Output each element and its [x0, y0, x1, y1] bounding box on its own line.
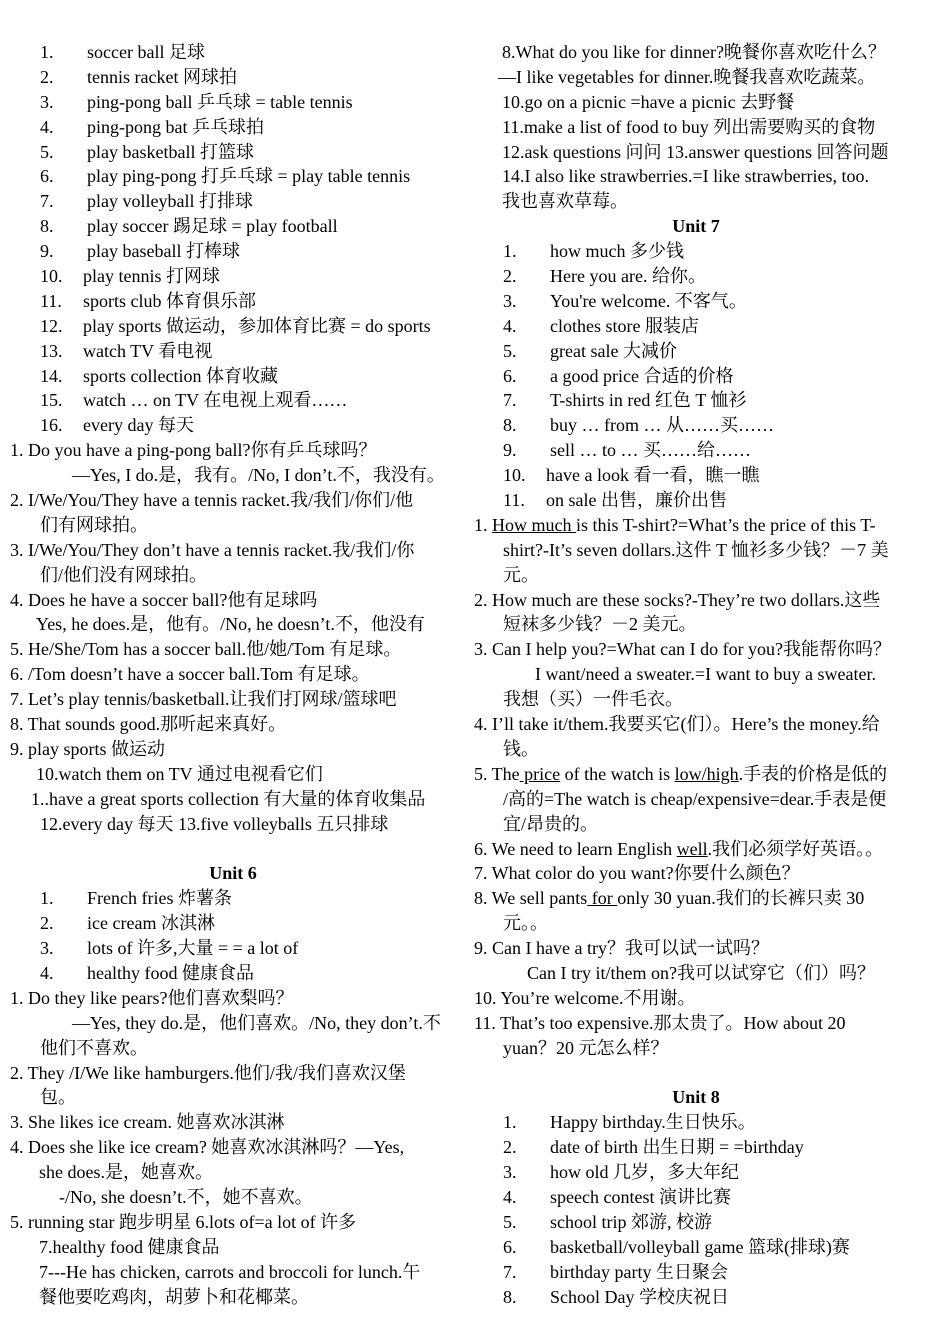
sentence-line: 8.What do you like for dinner?晚餐你喜欢吃什么？ [502, 42, 886, 62]
sentence-line: -/No, she doesn’t.不，她不喜欢。 [59, 1186, 313, 1207]
sentence-line: 3. She likes ice cream. 她喜欢冰淇淋 [10, 1112, 285, 1133]
vocab-item: 1. how much 多少钱 [503, 241, 684, 262]
vocab-item: 6. a good price 合适的价格 [503, 365, 734, 386]
sentence-line: 2. I/We/You/They have a tennis racket.我/我们/你们/他 [10, 490, 414, 511]
vocab-item: 10. play tennis 打网球 [40, 266, 220, 287]
sentence-line: 元。。 [503, 913, 548, 934]
right-column [474, 40, 918, 1309]
sentence-line: 7.healthy food 健康食品 [39, 1236, 220, 1257]
sentence-line: yuan？20 元怎么样？ [503, 1037, 669, 1058]
sentence-line: 我想（买）一件毛衣。 [503, 689, 683, 710]
sentence-line: 10.go on a picnic =have a picnic 去野餐 [502, 91, 795, 112]
vocab-item: 5. school trip 郊游, 校游 [503, 1211, 712, 1232]
sentence-line: 6. /Tom doesn’t have a soccer ball.Tom 有足球。 [10, 664, 370, 685]
vocab-item: 16. every day 每天 [40, 415, 194, 436]
underlined-phrase: price [519, 763, 561, 784]
vocab-item: 4. ping-pong bat 乒乓球拍 [40, 116, 264, 137]
vocab-item: 8. School Day 学校庆祝日 [503, 1286, 729, 1307]
vocab-item: 7. T-shirts in red 红色 T 恤衫 [503, 390, 747, 411]
sentence-line: 7---He has chicken, carrots and broccoli for lunch.午 [39, 1261, 421, 1282]
vocab-item: 2. Here you are. 给你。 [503, 266, 706, 287]
vocab-item: 5. play basketball 打篮球 [40, 141, 254, 162]
vocab-item: 11. on sale 出售，廉价出售 [503, 490, 727, 511]
underlined-phrase: well [676, 838, 708, 859]
vocab-item: 6. play ping-pong 打乒乓球 = play table tennis [40, 166, 411, 187]
vocab-item: 7. play volleyball 打排球 [40, 191, 253, 212]
vocab-item: 14. sports collection 体育收藏 [40, 365, 278, 386]
sentence-line: 8. We sell pants for only 30 yuan.我们的长裤只卖 30 [474, 888, 865, 909]
sentence-line: 7. What color do you want?你要什么颜色？ [474, 863, 800, 884]
vocab-item: 4. speech contest 演讲比赛 [503, 1186, 731, 1207]
sentence-line: 短袜多少钱？－2 美元。 [503, 614, 697, 635]
left-column [8, 40, 458, 1309]
underlined-phrase: low/high [674, 763, 739, 784]
vocab-item: 4. healthy food 健康食品 [40, 962, 254, 983]
vocab-item: 2. date of birth 出生日期 = =birthday [503, 1137, 804, 1158]
sentence-line: 钱。 [503, 738, 539, 759]
sentence-line: I want/need a sweater.=I want to buy a sweater. [535, 664, 877, 685]
sentence-line: 3. Can I help you?=What can I do for you?我能帮你吗？ [474, 639, 892, 660]
sentence-line: 1. Do you have a ping-pong ball?你有乒乓球吗？ [10, 440, 377, 461]
sentence-line: 9. play sports 做运动 [10, 738, 165, 759]
vocab-item: 8. buy … from … 从……买…… [503, 415, 774, 436]
vocab-item: 2. ice cream 冰淇淋 [40, 913, 215, 934]
sentence-line: —Yes, I do.是，我有。/No, I don’t.不，我没有。 [72, 465, 445, 486]
sentence-line: she does.是，她喜欢。 [39, 1162, 213, 1183]
vocab-item: 12. play sports 做运动，参加体育比赛 = do sports [40, 315, 431, 336]
sentence-line: 14.I also like strawberries.=I like strawberries, too. [502, 166, 870, 187]
vocab-item: 1. Happy birthday.生日快乐。 [503, 1112, 756, 1133]
sentence-line: 2. How much are these socks?-They’re two dollars.这些 [474, 589, 881, 610]
sentence-line: 1..have a great sports collection 有大量的体育收集品 [31, 788, 426, 809]
sentence-line: 包。 [40, 1087, 76, 1108]
sentence-line: 6. We need to learn English well.我们必须学好英语。。 [474, 838, 884, 859]
sentence-line: 9. Can I have a try？我可以试一试吗？ [474, 938, 769, 959]
sentence-line: 10.watch them on TV 通过电视看它们 [36, 763, 323, 784]
sentence-line: 我也喜欢草莓。 [502, 191, 628, 212]
sentence-line: 8. That sounds good.那听起来真好。 [10, 714, 287, 735]
underlined-phrase: How much [492, 514, 576, 535]
sentence-line: 7. Let’s play tennis/basketball.让我们打网球/篮球吧 [10, 689, 397, 710]
vocab-item: 4. clothes store 服装店 [503, 315, 699, 336]
unit7-heading: Unit 7 [672, 216, 720, 237]
sentence-line: shirt?-It’s seven dollars.这件 T 恤衫多少钱？－7 美 [503, 539, 889, 560]
sentence-line: 5. running star 跑步明星 6.lots of=a lot of 许多 [10, 1211, 357, 1232]
sentence-line: —Yes, they do.是，他们喜欢。/No, they don’t.不 [72, 1012, 441, 1033]
vocab-item: 9. sell … to … 买……给…… [503, 440, 751, 461]
sentence-line: 4. I’ll take it/them.我要买它(们）。Here’s the money.给 [474, 714, 880, 735]
vocab-item: 3. lots of 许多,大量 = = a lot of [40, 938, 299, 959]
vocab-item: 6. basketball/volleyball game 篮球(排球)赛 [503, 1236, 850, 1257]
vocab-item: 1. soccer ball 足球 [40, 42, 205, 62]
spacer [474, 1061, 918, 1086]
sentence-line: 11. That’s too expensive.那太贵了。How about 20 [474, 1012, 846, 1033]
sentence-line: 1. How much is this T-shirt?=What’s the price of this T- [474, 514, 876, 535]
underlined-phrase: for [587, 888, 618, 909]
sentence-line: 4. Does he have a soccer ball?他有足球吗 [10, 589, 318, 610]
vocab-item: 11. sports club 体育俱乐部 [40, 290, 256, 311]
sentence-line: 1. Do they like pears?他们喜欢梨吗？ [10, 987, 294, 1008]
sentence-line: 宜/昂贵的。 [503, 813, 599, 834]
sentence-line: 12.ask questions 问问 13.answer questions 回答问题 [502, 141, 889, 162]
vocab-item: 5. great sale 大减价 [503, 340, 677, 361]
sentence-line: /高的=The watch is cheap/expensive=dear.手表是便 [503, 788, 887, 809]
sentence-line: 10. You’re welcome.不用谢。 [474, 987, 696, 1008]
vocab-item: 7. birthday party 生日聚会 [503, 1261, 728, 1282]
sentence-line: 们有网球拍。 [40, 514, 148, 535]
sentence-line: 3. I/We/You/They don’t have a tennis racket.我/我们/你 [10, 539, 415, 560]
sentence-line: 们/他们没有网球拍。 [40, 564, 208, 585]
sentence-line: 5. The price of the watch is low/high.手表的价格是低的 [474, 763, 888, 784]
vocab-item: 8. play soccer 踢足球 = play football [40, 216, 338, 237]
unit8-heading: Unit 8 [672, 1087, 720, 1108]
sentence-line: 11.make a list of food to buy 列出需要购买的食物 [502, 116, 876, 137]
sentence-line: 5. He/She/Tom has a soccer ball.他/她/Tom 有足球。 [10, 639, 402, 660]
unit6-heading: Unit 6 [209, 863, 257, 884]
vocab-item: 15. watch … on TV 在电视上观看…… [40, 390, 348, 411]
sentence-line: Can I try it/them on?我可以试穿它（们）吗？ [527, 962, 875, 983]
sentence-line: —I like vegetables for dinner.晚餐我喜欢吃蔬菜。 [498, 66, 876, 87]
vocab-item: 10. have a look 看一看，瞧一瞧 [503, 465, 760, 486]
vocab-item: 3. You're welcome. 不客气。 [503, 290, 747, 311]
sentence-line: Yes, he does.是，他有。/No, he doesn’t.不，他没有 [36, 614, 425, 635]
vocab-item: 2. tennis racket 网球拍 [40, 66, 237, 87]
sentence-line: 12.every day 每天 13.five volleyballs 五只排球 [40, 813, 389, 834]
spacer [8, 837, 458, 862]
vocab-item: 3. how old 几岁，多大年纪 [503, 1162, 739, 1183]
sentence-line: 餐他要吃鸡肉，胡萝卜和花椰菜。 [39, 1286, 309, 1307]
vocab-item: 3. ping-pong ball 乒乓球 = table tennis [40, 91, 353, 112]
sentence-line: 4. Does she like ice cream? 她喜欢冰淇淋吗？—Yes, [10, 1137, 405, 1158]
vocab-item: 1. French fries 炸薯条 [40, 888, 232, 909]
sentence-line: 元。 [503, 564, 539, 585]
sentence-line: 他们不喜欢。 [40, 1037, 148, 1058]
vocab-item: 9. play baseball 打棒球 [40, 241, 240, 262]
sentence-line: 2. They /I/We like hamburgers.他们/我/我们喜欢汉堡 [10, 1062, 406, 1083]
vocab-item: 13. watch TV 看电视 [40, 340, 213, 361]
